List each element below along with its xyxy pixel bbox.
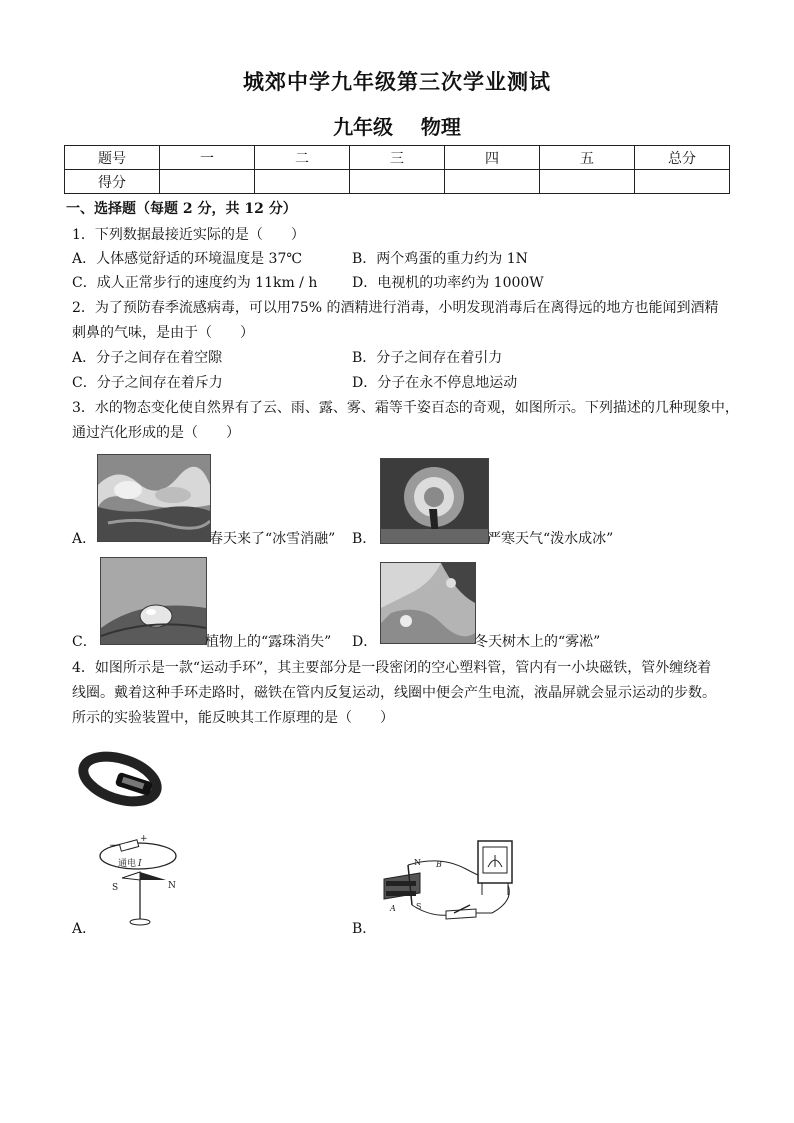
q3-option-d-letter: D． <box>352 634 378 650</box>
question-2-stem-line1: 2．为了预防春季流感病毒，可以用75% 的酒精进行消毒，小明发现消毒后在离得远的地方也能闻到酒精 <box>72 300 719 316</box>
dew-disappearing-photo <box>100 557 207 645</box>
question-1-stem: 1．下列数据最接近实际的是（ ） <box>72 227 305 243</box>
q1-option-c: C．成人正常步行的速度约为 11km / h <box>72 275 318 291</box>
question-4-stem-line3: 所示的实验装置中，能反映其工作原理的是（ ） <box>72 710 394 726</box>
q3-option-a-letter: A． <box>72 531 97 547</box>
score-cell: 得分 <box>65 170 160 194</box>
score-cell: 五 <box>540 146 635 170</box>
current-symbol-label: I <box>138 859 142 869</box>
q3-option-a-caption: 春天来了“冰雪消融” <box>209 531 336 547</box>
score-cell: 二 <box>255 146 350 170</box>
q1-option-d: D．电视机的功率约为 1000W <box>352 275 544 291</box>
score-input-cell[interactable] <box>445 170 540 194</box>
question-4-stem-line2: 线圈。戴着这种手环走路时，磁铁在管内反复运动，线圈中便会产生电流，液晶屏就会显示运动的步数。 <box>72 685 716 701</box>
score-cell: 题号 <box>65 146 160 170</box>
rime-photo <box>380 562 476 644</box>
fitness-band-photo <box>76 747 168 809</box>
induction-experiment-diagram <box>380 835 530 930</box>
q3-option-d-caption: 冬天树木上的“雾凇” <box>474 634 601 650</box>
q2-option-a: A．分子之间存在着空隙 <box>72 350 223 366</box>
q1-option-a: A．人体感觉舒适的环境温度是 37℃ <box>72 251 303 267</box>
point-a-label: A <box>390 904 396 913</box>
q3-option-c-caption: 植物上的“露珠消失” <box>205 634 332 650</box>
q2-option-d: D．分子在永不停息地运动 <box>352 375 518 391</box>
q3-option-c-letter: C． <box>72 634 97 650</box>
ice-melting-photo <box>97 454 211 542</box>
needle-north-label: N <box>168 881 176 891</box>
section-heading: 一、选择题（每题 2 分，共 12 分） <box>66 201 297 217</box>
q3-option-b-letter: B． <box>352 531 377 547</box>
switch-icon <box>446 909 476 919</box>
exam-subtitle: 九年级 物理 <box>333 115 461 139</box>
q1-option-b: B．两个鸡蛋的重力约为 1N <box>352 251 528 267</box>
battery-minus-label: − <box>109 841 117 851</box>
q2-option-c: C．分子之间存在着斥力 <box>72 375 223 391</box>
point-b-label: B <box>436 860 442 869</box>
score-cell: 四 <box>445 146 540 170</box>
q3-option-b-caption: 严寒天气“泼水成冰” <box>487 531 614 547</box>
score-table-score-row <box>65 170 730 194</box>
water-freezing-photo <box>380 458 489 544</box>
question-3-stem-line2: 通过汽化形成的是（ ） <box>72 425 240 441</box>
needle-south-label: S <box>112 883 119 893</box>
score-input-cell[interactable] <box>350 170 445 194</box>
score-input-cell[interactable] <box>160 170 255 194</box>
score-cell: 一 <box>160 146 255 170</box>
score-table <box>64 145 730 194</box>
score-cell: 总分 <box>635 146 730 170</box>
score-input-cell[interactable] <box>540 170 635 194</box>
q4-option-a-letter: A． <box>72 921 97 937</box>
score-table-header-row <box>65 146 730 170</box>
question-4-stem-line1: 4．如图所示是一款“运动手环”，其主要部分是一段密闭的空心塑料管，管内有一小块磁铁，管外缠绕着 <box>72 660 712 676</box>
score-input-cell[interactable] <box>635 170 730 194</box>
magnet-north-label: N <box>414 858 421 867</box>
magnet-south-label: S <box>416 902 422 911</box>
score-input-cell[interactable] <box>255 170 350 194</box>
q2-option-b: B．分子之间存在着引力 <box>352 350 503 366</box>
oersted-experiment-diagram <box>96 832 188 927</box>
q4-option-b-letter: B． <box>352 921 377 937</box>
score-cell: 三 <box>350 146 445 170</box>
battery-plus-label: + <box>140 834 148 844</box>
question-3-stem-line1: 3．水的物态变化使自然界有了云、雨、露、雾、霜等千姿百态的奇观，如图所示。下列描述的几种现象中， <box>72 400 739 416</box>
question-2-stem-line2: 刺鼻的气味，是由于（ ） <box>72 325 254 341</box>
exam-title: 城郊中学九年级第三次学业测试 <box>243 70 551 94</box>
battery-icon <box>120 840 139 851</box>
current-label: 通电 <box>118 859 137 869</box>
